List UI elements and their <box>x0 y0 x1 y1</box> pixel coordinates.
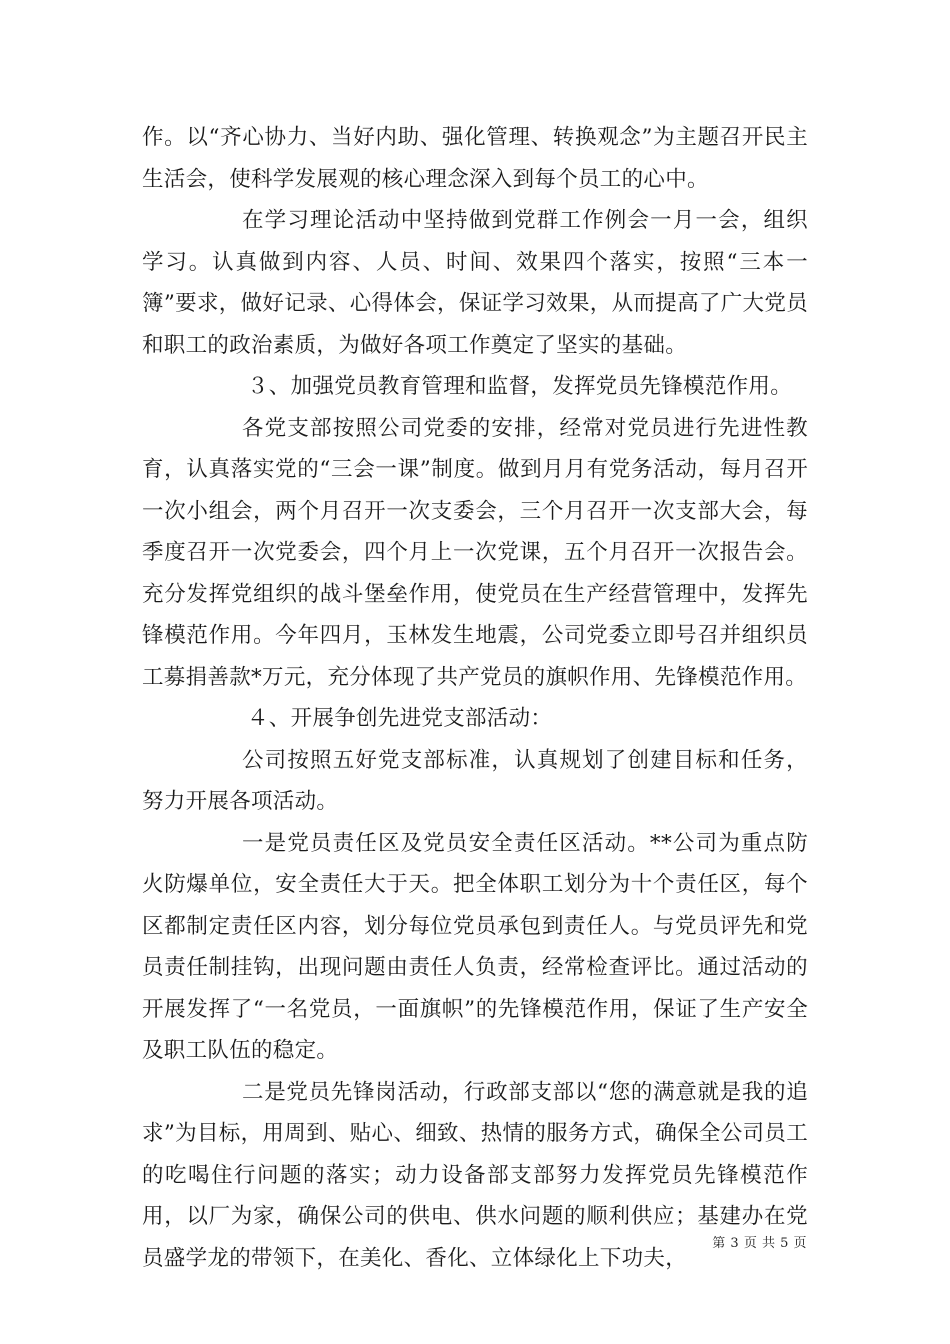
page-number-footer: 第 3 页 共 5 页 <box>712 1236 807 1251</box>
document-body <box>142 117 808 1279</box>
paragraph-responsibility-zone: 一是党员责任区及党员安全责任区活动。**公司为重点防火防爆单位，安全责任大于天。把全体职工划分为十个责任区，每个区都制定责任区内容，划分每位党员承包到责任人。与党员评先和党员责任制挂钩，出现问题由责任人负责，经常检查评比。通过活动的开展发挥了“一名党员，一面旗帜”的先锋模范作用，保证了生产安全及职工队伍的稳定。 <box>142 830 808 1063</box>
paragraph-study-theory: 在学习理论活动中坚持做到党群工作例会一月一会，组织学习。认真做到内容、人员、时间、效果四个落实，按照“三本一簿”要求，做好记录、心得体会，保证学习效果，从而提高了广大党员和职工的政治素质，为做好各项工作奠定了坚实的基础。 <box>142 208 808 358</box>
paragraph-continuation: 作。以“齐心协力、当好内助、强化管理、转换观念”为主题召开民主生活会，使科学发展观的核心理念深入到每个员工的心中。 <box>142 125 808 192</box>
section-heading-4: ４、开展争创先进党支部活动： <box>247 706 553 731</box>
section-heading-3: ３、加强党员教育管理和监督，发挥党员先锋模范作用。 <box>247 374 793 399</box>
paragraph-party-branch-education: 各党支部按照公司党委的安排，经常对党员进行先进性教育，认真落实党的“三会一课”制度。做到月月有党务活动，每月召开一次小组会，两个月召开一次支委会，三个月召开一次支部大会，每季度召开一次党委会，四个月上一次党课，五个月召开一次报告会。充分发挥党组织的战斗堡垒作用，使党员在生产经营管理中，发挥先锋模范作用。今年四月，玉林发生地震，公司党委立即号召并组织员工募捐善款*万元，充分体现了共产党员的旗帜作用、先锋模范作用。 <box>142 415 808 690</box>
paragraph-pioneer-post: 二是党员先锋岗活动，行政部支部以“您的满意就是我的追求”为目标，用周到、贴心、细致、热情的服务方式，确保全公司员工的吃喝住行问题的落实；动力设备部支部努力发挥党员先锋模范作用，以厂为家，确保公司的供电、供水问题的顺利供应；基建办在党员盛学龙的带领下，在美化、香化、立体绿化上下功夫， <box>142 1079 808 1271</box>
paragraph-five-good-branch: 公司按照五好党支部标准，认真规划了创建目标和任务，努力开展各项活动。 <box>142 747 808 814</box>
